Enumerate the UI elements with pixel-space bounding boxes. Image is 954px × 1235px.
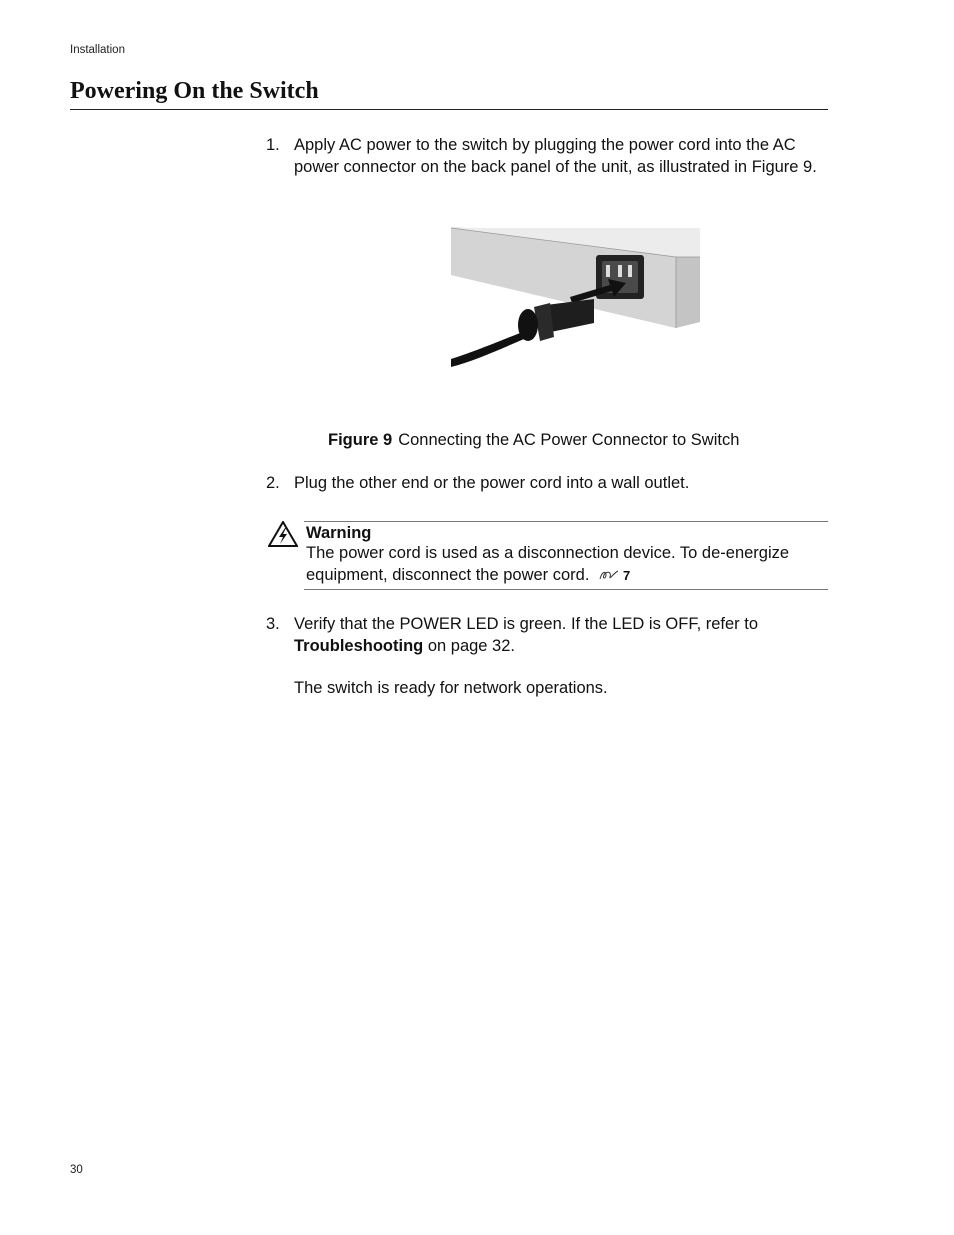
figure-caption-text: Connecting the AC Power Connector to Switch (398, 431, 740, 449)
cross-reference-icon (598, 565, 620, 587)
running-head: Installation (70, 44, 125, 56)
figure-label: Figure 9 (328, 431, 393, 449)
step-text (294, 613, 826, 657)
step-text: Apply AC power to the switch by plugging the power cord into the AC power connector on the back panel of the unit, as illustrated in Figure 9. (294, 136, 817, 176)
step-number: 2. (266, 474, 280, 492)
warning-reference-number: 7 (623, 568, 631, 583)
step-text-before: Verify that the POWER LED is green. If the LED is OFF, refer to (294, 615, 759, 633)
step-text-after: on page 32. (423, 637, 515, 655)
step-1 (266, 134, 826, 178)
troubleshooting-link[interactable]: Troubleshooting (294, 637, 424, 655)
figure-caption (328, 429, 739, 451)
step-2 (266, 472, 826, 494)
step-3 (266, 613, 826, 657)
title-divider (70, 109, 828, 110)
warning-text: The power cord is used as a disconnection device. To de-energize equipment, disconnect the power cord. (306, 544, 790, 584)
figure-power-connector-illustration (450, 227, 702, 369)
page-number: 30 (70, 1164, 83, 1176)
step-number: 3. (266, 615, 280, 633)
warning-top-rule (304, 521, 828, 522)
step-text: Plug the other end or the power cord into a wall outlet. (294, 474, 690, 492)
section-title: Powering On the Switch (70, 78, 319, 104)
step-number: 1. (266, 136, 280, 154)
warning-body (306, 542, 828, 587)
closing-text: The switch is ready for network operations. (294, 679, 608, 697)
warning-triangle-icon (268, 521, 298, 552)
warning-bottom-rule (304, 589, 828, 590)
warning-title: Warning (306, 524, 372, 542)
